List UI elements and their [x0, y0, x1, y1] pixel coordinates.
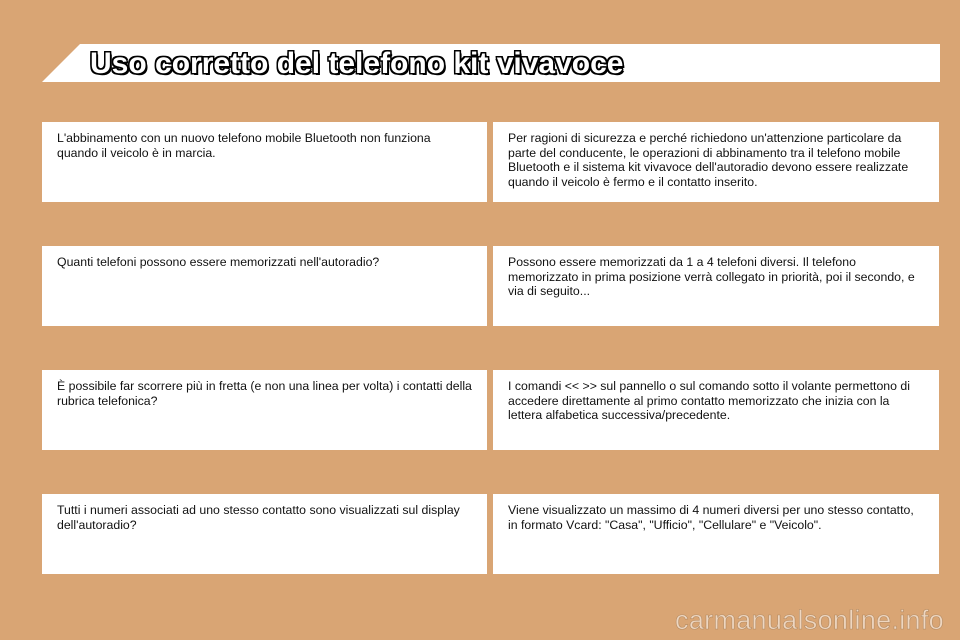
faq-answer-4: Viene visualizzato un massimo di 4 numeri diversi per uno stesso contatto, in formato Vcard: "Casa", "Ufficio", "Cellulare" e "Veicolo".	[493, 494, 939, 574]
faq-question-4: Tutti i numeri associati ad uno stesso contatto sono visualizzati sul display dell'autoradio?	[42, 494, 487, 574]
page-title: Uso corretto del telefono kit vivavoce	[90, 47, 624, 80]
faq-answer-3: I comandi << >> sul pannello o sul comando sotto il volante permettono di accedere direttamente al primo contatto memorizzato che inizia con la lettera alfabetica successiva/precedente.	[493, 370, 939, 450]
faq-question-1: L'abbinamento con un nuovo telefono mobile Bluetooth non funziona quando il veicolo è in marcia.	[42, 122, 487, 202]
faq-question-3: È possibile far scorrere più in fretta (e non una linea per volta) i contatti della rubrica telefonica?	[42, 370, 487, 450]
faq-answer-2: Possono essere memorizzati da 1 a 4 telefoni diversi. Il telefono memorizzato in prima posizione verrà collegato in priorità, poi il secondo, e via di seguito...	[493, 246, 939, 326]
title-bar	[42, 44, 940, 82]
faq-answer-1: Per ragioni di sicurezza e perché richiedono un'attenzione particolare da parte del conducente, le operazioni di abbinamento tra il telefono mobile Bluetooth e il sistema kit vivavoce dell'autoradio devono essere realizzate quando il veicolo è fermo e il contatto inserito.	[493, 122, 939, 202]
faq-question-2: Quanti telefoni possono essere memorizzati nell'autoradio?	[42, 246, 487, 326]
watermark: carmanualsonline.info	[675, 605, 944, 635]
